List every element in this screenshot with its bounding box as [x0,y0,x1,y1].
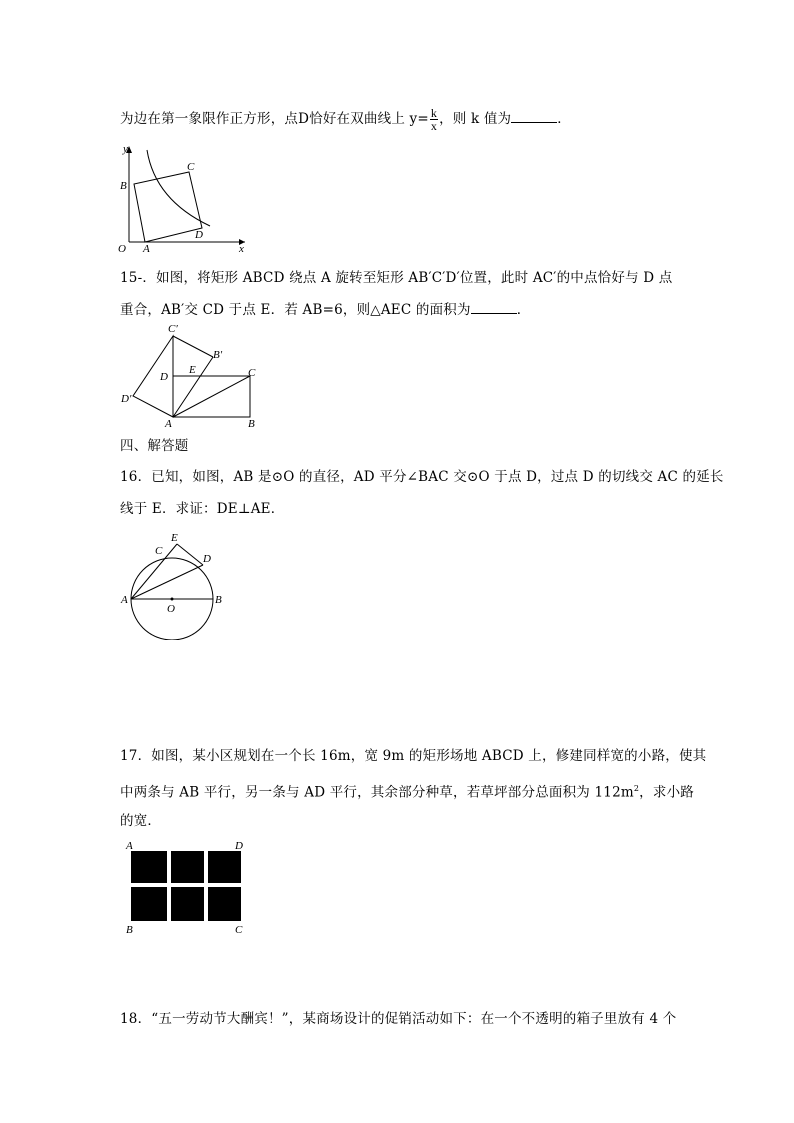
q16-line1: 16．已知，如图，AB 是⊙O 的直径，AD 平分∠BAC 交⊙O 于点 D，过点 D 的切线交 AC 的延长 [120,469,724,485]
q14-answer-blank[interactable] [511,110,557,123]
q15-label-a: A [165,418,172,430]
q17-line2 [120,779,694,803]
q17-label-c: C [235,924,243,936]
q16-line2: 线于 E．求证：DE⊥AE． [120,501,285,517]
q17-line3: 的宽． [120,813,162,829]
q17-line1: 17．如图，某小区规划在一个长 16m，宽 9m 的矩形场地 ABCD 上，修建同样宽的小路，使其 [120,748,707,764]
q17-label-a: A [126,840,133,852]
q15-label-e: E [189,364,196,376]
q14-label-y: y [123,143,128,155]
q16-label-e: E [171,532,178,544]
q15-line1: 15-．如图，将矩形 ABCD 绕点 A 旋转至矩形 AB′C′D′位置，此时 AC′的中点恰好与 D 点 [120,270,673,286]
q15-label-c-prime: C′ [168,323,178,335]
q15-answer-blank[interactable] [471,301,517,314]
q16-label-c: C [155,545,163,557]
q16-label-a: A [121,594,128,606]
q14-text-after: ，则 k 值为 [439,111,512,127]
q14-label-a: A [143,243,150,255]
q17-line2-tail: ，求小路 [639,784,694,801]
q14-figure [115,140,255,255]
q14-text [120,107,571,132]
q15-line2 [120,300,530,320]
q14-fraction [430,107,438,132]
q14-label-d: D [195,229,203,241]
q15-label-d: D [160,371,168,383]
q14-label-b: B [120,180,127,192]
q14-label-c: C [187,161,195,173]
q15-figure [115,320,265,432]
q17-label-b: B [126,924,133,936]
section-heading: 四、解答题 [120,438,189,454]
q15-label-c: C [248,367,256,379]
q14-frac-den: x [430,119,438,133]
q14-label-x: x [239,243,244,255]
q15-line2-text: 重合，AB′交 CD 于点 E．若 AB=6，则△AEC 的面积为 [120,302,471,318]
q15-label-b-prime: B′ [213,349,223,361]
q16-label-d: D [203,553,211,565]
q16-label-b: B [215,594,222,606]
q15-label-d-prime: D′ [121,393,132,405]
q18-line1: 18．“五一劳动节大酬宾！”，某商场设计的促销活动如下：在一个不透明的箱子里放有 4 个 [120,1011,677,1027]
q15-line2-end: ． [516,302,531,318]
q14-end-punct: ． [557,111,571,127]
q17-figure [120,836,255,936]
q16-figure [115,528,230,640]
q14-text-before: 为边在第一象限作正方形，点D恰好在双曲线上 y= [120,111,429,127]
q14-label-o: O [118,243,126,255]
q17-label-d: D [235,840,243,852]
q17-line2-text: 中两条与 AB 平行，另一条与 AD 平行，其余部分种草，若草坪部分总面积为 112m [120,784,634,801]
q16-label-o: O [167,603,175,615]
q15-label-b: B [248,418,255,430]
q14-frac-num: k [430,106,438,120]
q17-superscript: 2 [633,784,640,793]
